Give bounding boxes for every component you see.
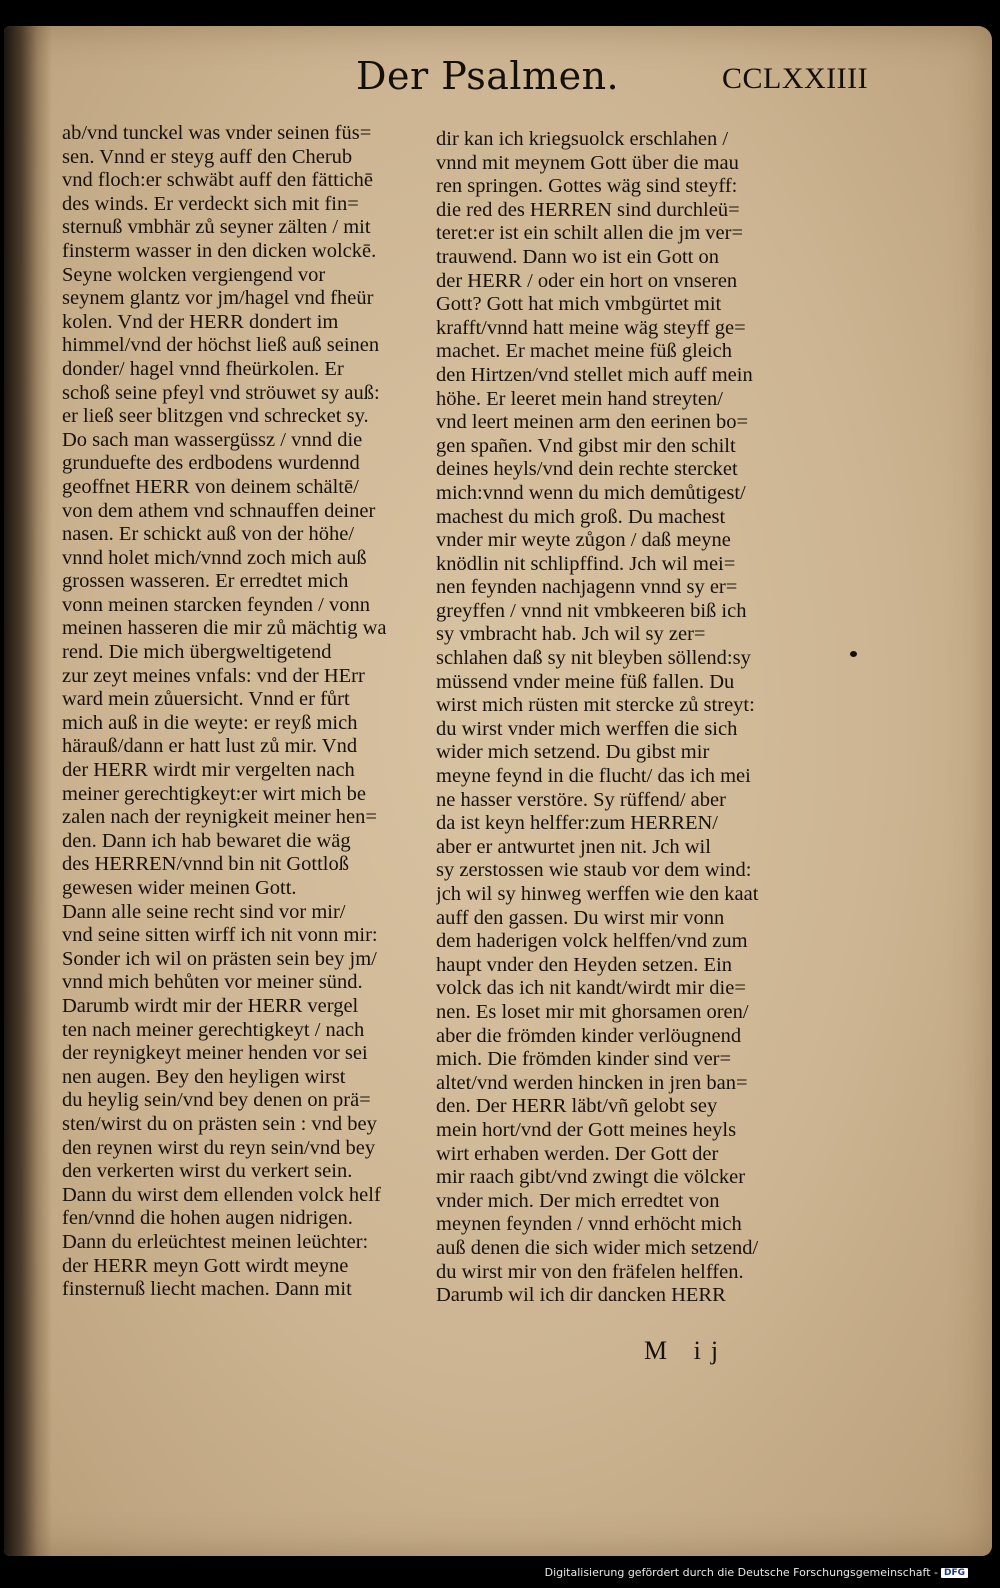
text-line: greyffen / vnnd nit vmbkeeren biß ich — [436, 599, 747, 622]
text-line: meinen hasseren die mir zů mächtig wa — [62, 617, 387, 640]
text-line: deines heyls/vnd dein rechte stercket — [436, 458, 738, 481]
text-line: teret:er ist ein schilt allen die jm ver= — [436, 222, 743, 245]
text-line: aber die frömden kinder verlöugnend — [436, 1024, 742, 1047]
text-line: nen augen. Bey den heyligen wirst — [62, 1065, 346, 1088]
text-line: ward mein zůuersicht. Vnnd er fůrt — [62, 688, 350, 711]
book-page — [4, 26, 992, 1556]
text-line: meynen feynden / vnnd erhöcht mich — [436, 1213, 742, 1236]
text-line: machest du mich groß. Du machest — [436, 505, 726, 528]
text-line: aber er antwurtet jnen nit. Jch wil — [436, 835, 711, 858]
text-line: du wirst vnder mich werffen die sich — [436, 717, 738, 740]
text-line: den verkerten wirst du verkert sein. — [62, 1160, 353, 1183]
text-line: wider mich setzend. Du gibst mir — [436, 741, 710, 764]
text-line: er ließ seer blitzgen vnd schrecket sy. — [62, 405, 369, 428]
text-line: ren springen. Gottes wäg sind steyff: — [436, 175, 738, 198]
text-line: meiner gerechtigkeyt:er wirt mich be — [62, 782, 366, 805]
text-line: nasen. Er schickt auß von der höhe/ — [62, 523, 355, 546]
text-line: höhe. Er leeret mein hand streyten/ — [436, 387, 723, 410]
text-line: zalen nach der reynigkeit meiner hen= — [62, 806, 377, 829]
text-line: von dem athem vnd schnauffen deiner — [62, 499, 376, 522]
text-line: nen. Es loset mir mit ghorsamen oren/ — [436, 1000, 749, 1023]
text-line: dir kan ich kriegsuolck erschlahen / — [436, 128, 729, 150]
text-line: himmel/vnd der höchst ließ auß seinen — [62, 334, 380, 357]
text-line: wirt erhaben werden. Der Gott der — [436, 1142, 719, 1165]
text-line: zur zeyt meines vnfals: vnd der HErr — [62, 664, 365, 687]
text-line: donder/ hagel vnnd fheürkolen. Er — [62, 357, 344, 380]
text-line: fen/vnnd die hohen augen nidrigen. — [62, 1207, 353, 1230]
folio-number: CCLXXIIII — [722, 62, 869, 95]
text-line: den. Dann ich hab bewaret die wäg — [62, 829, 351, 852]
text-line: ab/vnd tunckel was vnder seinen füs= — [62, 122, 372, 144]
text-line: Seyne wolcken vergiengend vor — [62, 263, 326, 286]
signature-mark: M ij — [644, 1336, 729, 1365]
text-line: Dann alle seine recht sind vor mir/ — [62, 900, 346, 923]
text-line: mich. Die frömden kinder sind ver= — [436, 1048, 732, 1071]
text-line: des HERREN/vnnd bin nit Gottloß — [62, 853, 349, 876]
footer-credit-text: Digitalisierung gefördert durch die Deutsche Forschungsgemeinschaft - — [544, 1566, 938, 1579]
text-line: ten nach meiner gerechtigkeyt / nach — [62, 1018, 365, 1041]
text-line: Darumb wil ich dir dancken HERR — [436, 1284, 726, 1307]
text-line: sternuß vmbhär zů seyner zälten / mit — [62, 216, 371, 239]
text-line: nen feynden nachjagenn vnnd sy er= — [436, 576, 738, 599]
text-line: machet. Er machet meine füß gleich — [436, 340, 732, 363]
dfg-logo-badge: DFG — [941, 1568, 968, 1578]
text-line: gewesen wider meinen Gott. — [62, 877, 297, 899]
text-line: vnnd mich behůten vor meiner sünd. — [62, 971, 363, 994]
text-line: wirst mich rüsten mit stercke zů streyt: — [436, 694, 755, 717]
text-line: mich:vnnd wenn du mich demůtigest/ — [436, 481, 746, 504]
text-line: Dann du erleüchtest meinen leüchter: — [62, 1230, 369, 1253]
text-line: vonn meinen starcken feynden / vonn — [62, 593, 370, 616]
text-line: vnnd holet mich/vnnd zoch mich auß — [62, 546, 367, 569]
text-line: geoffnet HERR von deinem schältē/ — [62, 475, 359, 498]
text-line: vnder mir weyte zůgon / daß meyne — [436, 529, 731, 552]
text-line: mir raach gibt/vnd zwingt die völcker — [436, 1166, 746, 1189]
text-line: seynem glantz vor jm/hagel vnd fheür — [62, 287, 374, 310]
text-line: schoß seine pfeyl vnd ströuwet sy auß: — [62, 381, 380, 404]
text-line: da ist keyn helffer:zum HERREN/ — [436, 812, 719, 835]
text-line: auff den gassen. Du wirst mir vonn — [436, 906, 725, 929]
ink-spot — [850, 651, 857, 657]
text-line: Darumb wirdt mir der HERR vergel — [62, 994, 359, 1017]
text-line: du wirst mir von den fräfelen helffen. — [436, 1260, 744, 1283]
text-line: den reynen wirst du reyn sein/vnd bey — [62, 1136, 376, 1159]
text-line: krafft/vnnd hatt meine wäg steyff ge= — [436, 316, 746, 339]
text-line: vnd floch:er schwäbt auff den fättichē — [62, 169, 373, 192]
text-column-left — [62, 122, 432, 1302]
text-line: des winds. Er verdeckt sich mit fin= — [62, 192, 359, 215]
digitization-footer — [545, 1566, 968, 1579]
text-line: vnder mich. Der mich erredtet von — [436, 1189, 720, 1212]
text-line: grunduefte des erdbodens wurdennd — [62, 452, 360, 475]
text-line: schlahen daß sy nit bleyben söllend:sy — [436, 647, 751, 670]
running-head-title: Der Psalmen. — [356, 54, 620, 98]
text-line: sy zerstossen wie staub vor dem wind: — [436, 859, 752, 882]
text-line: altet/vnd werden hincken in jren ban= — [436, 1071, 748, 1094]
text-line: knödlin nit schlipffind. Jch wil mei= — [436, 552, 736, 575]
text-line: den. Der HERR läbt/vñ gelobt sey — [436, 1095, 718, 1118]
text-line: grossen wasseren. Er erredtet mich — [62, 570, 349, 593]
text-line: auß denen die sich wider mich setzend/ — [436, 1236, 759, 1259]
text-line: rend. Die mich übergweltigetend — [62, 641, 332, 664]
text-line: Sonder ich wil on prästen sein bey jm/ — [62, 947, 377, 970]
text-line: der HERR wirdt mir vergelten nach — [62, 759, 355, 782]
text-line: sen. Vnnd er steyg auff den Cherub — [62, 145, 353, 168]
text-line: der HERR meyn Gott wirdt meyne — [62, 1254, 349, 1277]
text-line: Dann du wirst dem ellenden volck helf — [62, 1183, 381, 1206]
text-line: sy vmbracht hab. Jch wil sy zer= — [436, 623, 706, 646]
text-line: der reynigkeyt meiner henden vor sei — [62, 1042, 368, 1065]
text-line: vnnd mit meynem Gott über die mau — [436, 151, 739, 174]
text-line: dem haderigen volck helffen/vnd zum — [436, 930, 748, 953]
text-line: trauwend. Dann wo ist ein Gott on — [436, 245, 719, 268]
text-line: ne hasser verstöre. Sy rüffend/ aber — [436, 788, 726, 811]
text-line: mich auß in die weyte: er reyß mich — [62, 711, 358, 734]
text-line: vnd leert meinen arm den eerinen bo= — [436, 411, 749, 434]
text-line: meyne feynd in die flucht/ das ich mei — [436, 765, 751, 788]
text-line: sten/wirst du on prästen sein : vnd bey — [62, 1112, 377, 1135]
text-line: mein hort/vnd der Gott meines heyls — [436, 1118, 737, 1141]
text-line: haupt vnder den Heyden setzen. Ein — [436, 953, 733, 976]
page-gutter-shadow — [4, 26, 52, 1556]
text-line: Do sach man wassergüssz / vnnd die — [62, 428, 363, 451]
text-line: die red des HERREN sind durchleü= — [436, 198, 740, 221]
text-line: den Hirtzen/vnd stellet mich auff mein — [436, 363, 753, 386]
text-line: müssend vnder meine füß fallen. Du — [436, 670, 735, 693]
text-line: finsterm wasser in den dicken wolckē. — [62, 239, 377, 262]
text-line: volck das ich nit kandt/wirdt mir die= — [436, 977, 746, 1000]
text-line: finsternuß liecht machen. Dann mit — [62, 1278, 352, 1301]
text-column-right — [436, 128, 826, 1308]
text-line: der HERR / oder ein hort on vnseren — [436, 269, 738, 292]
text-line: kolen. Vnd der HERR dondert im — [62, 310, 339, 333]
text-line: härauß/dann er hatt lust zů mir. Vnd — [62, 735, 358, 758]
text-line: vnd seine sitten wirff ich nit vonn mir: — [62, 924, 378, 947]
text-line: Gott? Gott hat mich vmbgürtet mit — [436, 293, 722, 316]
text-line: du heylig sein/vnd bey denen on prä= — [62, 1089, 371, 1112]
text-line: gen spañen. Vnd gibst mir den schilt — [436, 434, 736, 457]
text-line: jch wil sy hinweg werffen wie den kaat — [436, 883, 759, 905]
